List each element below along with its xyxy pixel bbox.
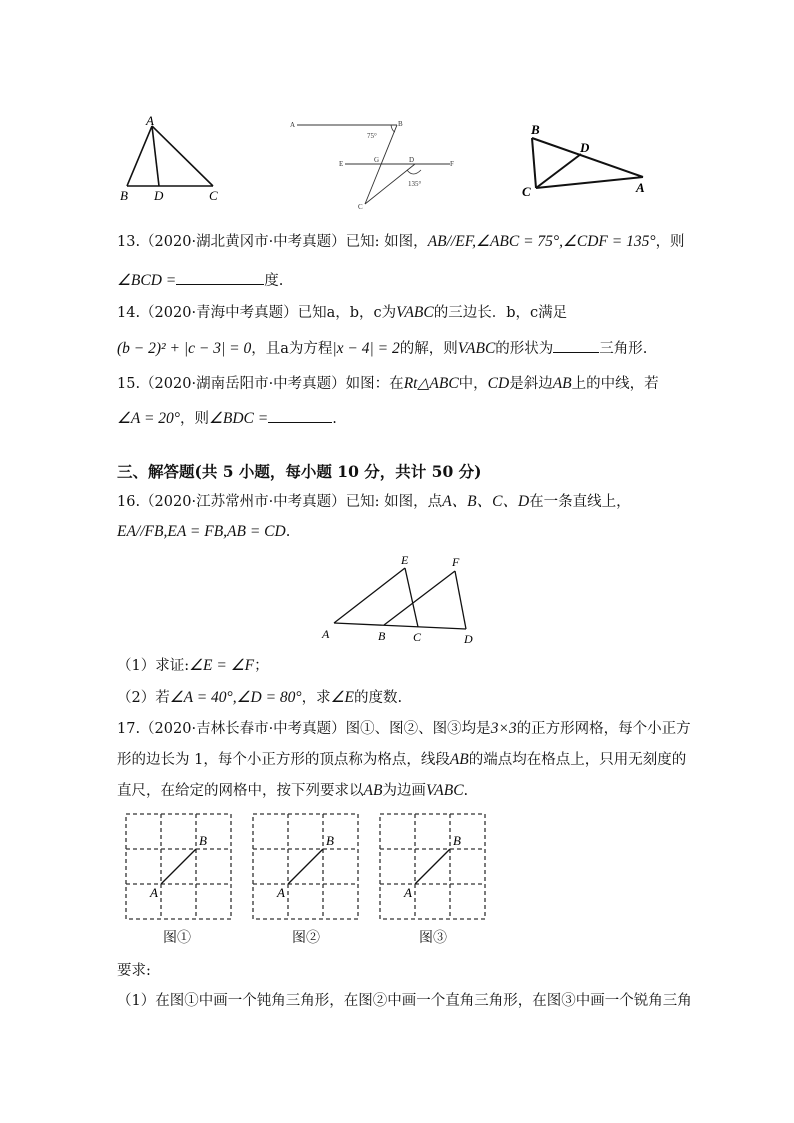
q14-text-end: 的三边长．b，c满足 — [433, 305, 568, 321]
q15-mid: 中， — [458, 376, 488, 392]
q14-line2 — [117, 338, 647, 359]
q16-part2-math: ∠A = 40°,∠D = 80° — [169, 689, 302, 706]
q14-mid2: 的解，则 — [399, 341, 458, 357]
q16-part1 — [117, 656, 269, 676]
q14-eq2: |x − 4| = 2 — [332, 340, 400, 357]
q17-text1: 17.（2020·吉林长春市·中考真题）图①、图②、图③均是 — [117, 721, 491, 737]
q16-part1-a: （1）求证: — [117, 658, 190, 674]
label-b: B — [453, 833, 461, 848]
label-b: B — [326, 833, 334, 848]
label-a: A — [404, 885, 412, 900]
q14-eq1: (b − 2)² + |c − 3| = 0 — [117, 340, 252, 357]
caption-fig3: 图③ — [419, 930, 447, 946]
q14-math: VABC — [396, 304, 434, 321]
label-f: F — [450, 160, 454, 168]
q15-end: 上的中线，若 — [571, 376, 659, 392]
q13-line2-math: ∠BCD = — [117, 272, 177, 289]
q17-math2: AB — [449, 751, 469, 768]
label-a: A — [146, 113, 154, 128]
q16-part2 — [117, 688, 402, 708]
q14-mid: ，且a为方程 — [251, 341, 333, 357]
q17-line1 — [117, 719, 691, 739]
q17-requirement: 要求: — [117, 963, 151, 979]
q17-end3: . — [463, 783, 469, 799]
label-c: C — [522, 184, 531, 199]
q17-text3: 直尺，在给定的网格中，按下列要求以 — [117, 783, 364, 799]
caption-fig1: 图① — [163, 930, 191, 946]
label-a: A — [636, 180, 645, 195]
q17-end1: 的正方形网格，每个小正方 — [516, 721, 691, 737]
q17-end2: 的端点均在格点上，只用无刻度的 — [468, 752, 687, 768]
section-heading: 三、解答题(共 5 小题，每小题 10 分，共计 50 分) — [117, 462, 482, 481]
q16-end2: . — [285, 524, 291, 540]
q16-part2-a: （2）若 — [117, 690, 170, 706]
caption-fig2: 图② — [292, 930, 320, 946]
grid-figure-2 — [251, 812, 363, 922]
q15-math4: ∠A = 20° — [117, 410, 180, 427]
label-c: C — [413, 630, 422, 644]
q15-math5: ∠BDC = — [209, 410, 269, 427]
label-b: B — [120, 188, 128, 203]
label-a: A — [290, 121, 296, 129]
q15-math: Rt△ABC — [403, 375, 459, 392]
q15-line2 — [117, 408, 337, 429]
q16-math: A、B、C、D — [442, 493, 530, 510]
q17-line3 — [117, 781, 468, 801]
label-f: F — [452, 555, 460, 569]
q15-line1 — [117, 374, 659, 394]
q16-text: 16.（2020·江苏常州市·中考真题）已知: 如图，点 — [117, 494, 443, 510]
q15-end2: . — [332, 411, 337, 427]
answer-blank[interactable] — [176, 270, 264, 285]
q13-line2-end: 度. — [264, 273, 284, 289]
grid-figure-1 — [124, 812, 236, 922]
label-c: C — [358, 203, 363, 211]
q17-math1: 3×3 — [490, 720, 517, 737]
q13-math: AB//EF,∠ABC = 75°,∠CDF = 135° — [427, 233, 656, 250]
q16-line1 — [117, 492, 631, 512]
q16-part2-math2: ∠E — [330, 689, 354, 706]
label-b: B — [378, 629, 386, 643]
q17-math3: AB — [363, 782, 383, 799]
q16-part1-b: ； — [254, 658, 269, 674]
q15-mid3: ，则 — [180, 411, 209, 427]
q14-math3: VABC — [457, 340, 496, 357]
figure-parallel-lines — [285, 112, 465, 212]
angle-135: 135° — [408, 180, 422, 188]
label-d: D — [464, 632, 473, 646]
label-d: D — [580, 140, 590, 155]
angle-75: 75° — [367, 132, 377, 140]
label-a: A — [322, 627, 330, 641]
q16-line2 — [117, 522, 290, 542]
q15-math3: AB — [552, 375, 572, 392]
q15-text: 15.（2020·湖南岳阳市·中考真题）如图：在 — [117, 376, 404, 392]
answer-blank[interactable] — [553, 338, 599, 353]
label-e: E — [339, 160, 344, 168]
label-e: E — [401, 553, 409, 567]
q13-prefix: 13.（2020·湖北黄冈市·中考真题）已知: 如图， — [117, 234, 428, 250]
q16-part2-b: ，求 — [301, 690, 331, 706]
q17-mid3: 为边画 — [382, 783, 426, 799]
label-a: A — [150, 885, 158, 900]
label-g: G — [374, 156, 380, 164]
q14-text: 14.（2020·青海中考真题）已知a，b，c为 — [117, 305, 397, 321]
q17-text2: 形的边长为 1，每个小正方形的顶点称为格点，线段 — [117, 752, 450, 768]
figure-q16 — [318, 552, 483, 647]
q17-math4: VABC — [425, 782, 464, 799]
label-d: D — [154, 188, 164, 203]
q16-math2: EA//FB,EA = FB,AB = CD — [117, 523, 286, 540]
q14-mid3: 的形状为 — [495, 341, 554, 357]
label-a: A — [277, 885, 285, 900]
q16-part2-c: 的度数. — [353, 690, 403, 706]
label-d: D — [409, 156, 415, 164]
label-b: B — [199, 833, 207, 848]
figure-triangle-abd — [115, 112, 230, 207]
label-c: C — [209, 188, 218, 203]
q13-suffix: ，则 — [655, 234, 685, 250]
answer-blank[interactable] — [268, 408, 332, 423]
q15-mid2: 是斜边 — [509, 376, 553, 392]
label-b: B — [398, 120, 403, 128]
q17-line2 — [117, 750, 686, 770]
grid-figure-3 — [378, 812, 490, 922]
q13-line2 — [117, 270, 283, 291]
q16-end: 在一条直线上， — [529, 494, 631, 510]
q13-line1 — [117, 232, 685, 252]
q16-part1-math: ∠E = ∠F — [189, 657, 255, 674]
q14-line1 — [117, 303, 567, 323]
label-b: B — [531, 122, 540, 137]
figure-triangle-bcd — [515, 115, 655, 205]
q14-end: 三角形. — [599, 341, 648, 357]
q17-part1: （1）在图①中画一个钝角三角形，在图②中画一个直角三角形，在图③中画一个锐角三角 — [117, 993, 692, 1009]
q15-math2: CD — [487, 375, 510, 392]
